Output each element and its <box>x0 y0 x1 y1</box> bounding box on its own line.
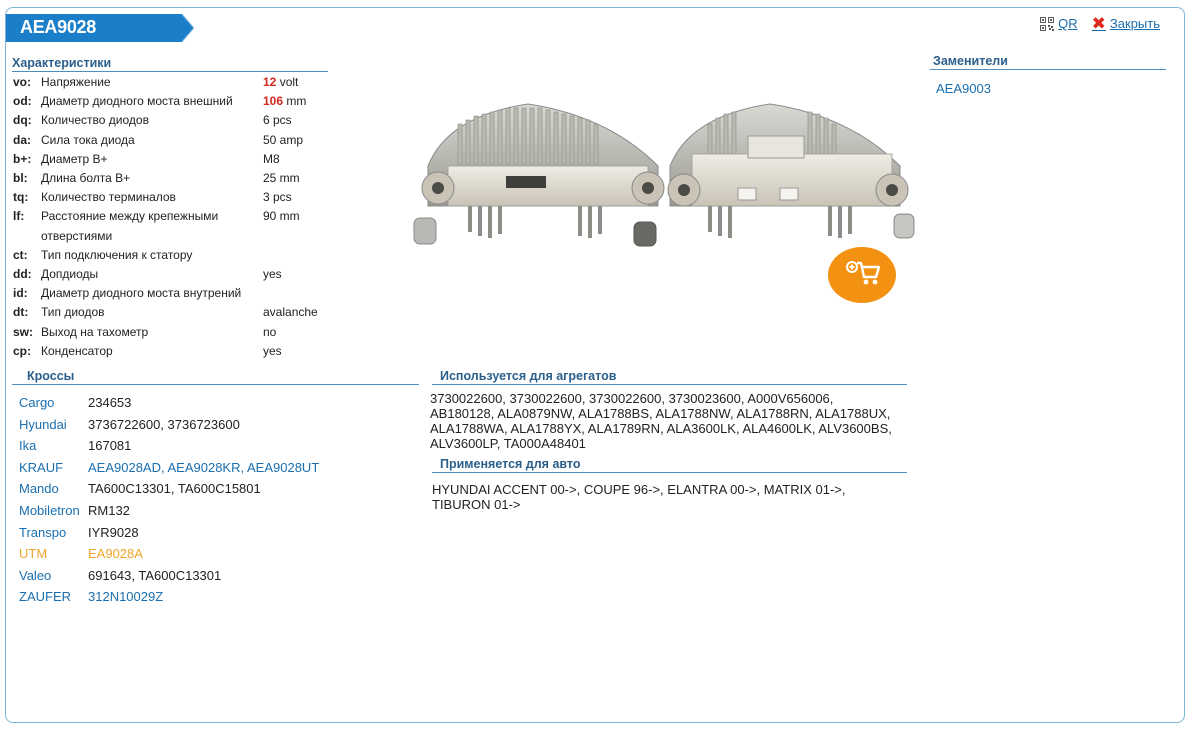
spec-value <box>263 169 333 188</box>
cross-brand-link[interactable]: Ika <box>19 438 37 454</box>
spec-code: ct: <box>13 247 28 262</box>
spec-row <box>13 265 333 284</box>
cross-numbers: 3736722600, 3736723600 <box>88 416 240 432</box>
spec-value-number: 25 mm <box>263 171 300 186</box>
cross-brand-link[interactable]: Valeo <box>19 567 52 583</box>
spec-row <box>13 169 333 188</box>
specs-table <box>13 73 333 361</box>
units-heading: Используется для агрегатов <box>432 369 907 385</box>
spec-value-number: 3 pcs <box>263 190 292 205</box>
cross-row <box>19 457 419 479</box>
replacement-link[interactable]: AEA9003 <box>936 81 991 96</box>
cross-row <box>19 392 419 414</box>
cross-brand-link[interactable]: ZAUFER <box>19 589 71 605</box>
spec-label: Допдиоды <box>41 267 99 282</box>
spec-code: dq: <box>13 113 32 128</box>
spec-value-unit: volt <box>279 75 299 89</box>
spec-row <box>13 303 333 322</box>
cross-brand-link[interactable]: Hyundai <box>19 416 67 432</box>
replacements-heading: Заменители <box>930 54 1166 70</box>
spec-code: dt: <box>13 305 29 320</box>
spec-value <box>263 131 333 150</box>
cross-row <box>19 565 419 587</box>
cross-brand-link[interactable]: Mobiletron <box>19 502 80 518</box>
spec-value-number: 90 mm <box>263 209 300 224</box>
spec-label: Тип подключения к статору <box>41 247 193 262</box>
cross-numbers: 234653 <box>88 395 132 410</box>
spec-label: Расстояние между крепежными отверстиями <box>41 209 219 243</box>
cross-row <box>19 435 419 457</box>
spec-row <box>13 207 333 245</box>
spec-label: Диаметр B+ <box>41 151 108 166</box>
close-label[interactable]: Закрыть <box>1109 16 1160 31</box>
spec-row <box>13 150 333 169</box>
spec-code: b+: <box>13 151 32 166</box>
cross-row <box>19 478 419 500</box>
spec-label: Конденсатор <box>41 343 113 358</box>
cross-numbers: IYR9028 <box>88 524 139 540</box>
spec-code: vo: <box>13 75 31 89</box>
cross-numbers[interactable]: AEA9028AD, AEA9028KR, AEA9028UT <box>88 459 320 475</box>
cross-row <box>19 414 419 436</box>
cross-numbers[interactable]: EA9028A <box>88 546 143 562</box>
crosses-heading: Кроссы <box>12 369 419 385</box>
spec-value <box>263 73 333 92</box>
cross-row <box>19 543 419 565</box>
spec-value-number: M8 <box>263 151 280 166</box>
part-number: AEA9028 <box>20 17 96 37</box>
qr-link[interactable] <box>1040 16 1078 31</box>
spec-row <box>13 246 333 265</box>
qr-code-icon <box>1040 17 1054 31</box>
close-icon: ✖ <box>1091 13 1106 33</box>
right-rectifier <box>668 104 914 238</box>
close-link[interactable] <box>1091 13 1160 33</box>
cross-numbers[interactable]: 312N10029Z <box>88 589 164 605</box>
crosses-list <box>19 392 419 608</box>
cross-row <box>19 522 419 544</box>
spec-value <box>263 188 333 207</box>
spec-label: Напряжение <box>41 75 111 89</box>
spec-label: Диаметр диодного моста внутрений <box>41 286 242 301</box>
spec-row <box>13 111 333 130</box>
cross-brand-link[interactable]: Mando <box>19 481 59 497</box>
spec-value <box>263 150 333 169</box>
spec-value-number: 50 amp <box>263 132 304 147</box>
left-rectifier <box>414 104 664 246</box>
auto-text: HYUNDAI ACCENT 00->, COUPE 96->, ELANTRA 00->, MATRIX 01->, TIBURON 01-> <box>432 482 846 512</box>
spec-value <box>263 246 333 265</box>
spec-value-number: 6 pcs <box>263 113 292 128</box>
spec-code: bl: <box>13 171 28 186</box>
spec-row <box>13 188 333 207</box>
specs-heading: Характеристики <box>12 56 328 72</box>
spec-value-unit: mm <box>286 94 307 109</box>
spec-value <box>263 342 333 361</box>
top-actions <box>1040 13 1160 33</box>
spec-row <box>13 342 333 361</box>
cross-numbers: TA600C13301, TA600C15801 <box>88 481 261 497</box>
spec-value-number: no <box>263 324 277 339</box>
spec-code: id: <box>13 286 28 301</box>
cross-numbers: 691643, TA600C13301 <box>88 567 222 583</box>
cross-brand-link[interactable]: UTM <box>19 546 48 562</box>
spec-code: lf: <box>13 209 25 224</box>
spec-label: Количество терминалов <box>41 190 176 205</box>
product-photo[interactable] <box>408 96 920 256</box>
spec-value-number: 106 <box>263 94 284 109</box>
spec-label: Выход на тахометр <box>41 324 149 339</box>
spec-label: Тип диодов <box>41 305 105 320</box>
spec-row <box>13 131 333 150</box>
cross-row <box>19 500 419 522</box>
spec-value <box>263 92 333 111</box>
spec-code: cp: <box>13 343 31 358</box>
units-text: 3730022600, 3730022600, 3730022600, 3730023600, A000V656006, AB180128, ALA0879NW, ALA1788BS, ALA1788NW, ALA1788RN, ALA1788UX, ALA1788WA, ALA1788YX, ALA1789RN, ALA3600LK, ALA4600LK, ALV3600BS, ALV3600LP, TA000A48401 <box>430 391 892 451</box>
spec-value-number: yes <box>263 267 282 282</box>
spec-code: tq: <box>13 190 29 205</box>
spec-value <box>263 303 333 322</box>
spec-value <box>263 111 333 130</box>
spec-code: da: <box>13 132 31 147</box>
spec-label: Длина болта B+ <box>41 171 131 186</box>
cross-brand-link[interactable]: KRAUF <box>19 459 64 475</box>
cross-numbers: 167081 <box>88 438 132 454</box>
spec-label: Сила тока диода <box>41 132 135 147</box>
auto-heading: Применяется для авто <box>432 457 907 473</box>
spec-value-number: 12 <box>263 75 277 89</box>
cross-numbers: RM132 <box>88 502 130 518</box>
spec-row <box>13 92 333 111</box>
spec-row <box>13 73 333 92</box>
spec-row <box>13 323 333 342</box>
cross-brand-link[interactable]: Transpo <box>19 524 67 540</box>
add-to-cart-button[interactable] <box>826 243 898 303</box>
cross-brand-link[interactable]: Cargo <box>19 395 55 410</box>
spec-code: od: <box>13 94 32 109</box>
spec-value <box>263 284 333 303</box>
spec-value-number: yes <box>263 343 282 358</box>
spec-label: Количество диодов <box>41 113 149 128</box>
spec-value <box>263 265 333 284</box>
spec-code: sw: <box>13 324 34 339</box>
cross-row <box>19 586 419 608</box>
spec-value <box>263 323 333 342</box>
spec-value-number: avalanche <box>263 305 318 320</box>
part-title-tab <box>6 14 194 42</box>
qr-label[interactable]: QR <box>1058 16 1078 31</box>
spec-label: Диаметр диодного моста внешний <box>41 94 233 109</box>
spec-row <box>13 284 333 303</box>
spec-code: dd: <box>13 267 32 282</box>
spec-value <box>263 207 333 245</box>
